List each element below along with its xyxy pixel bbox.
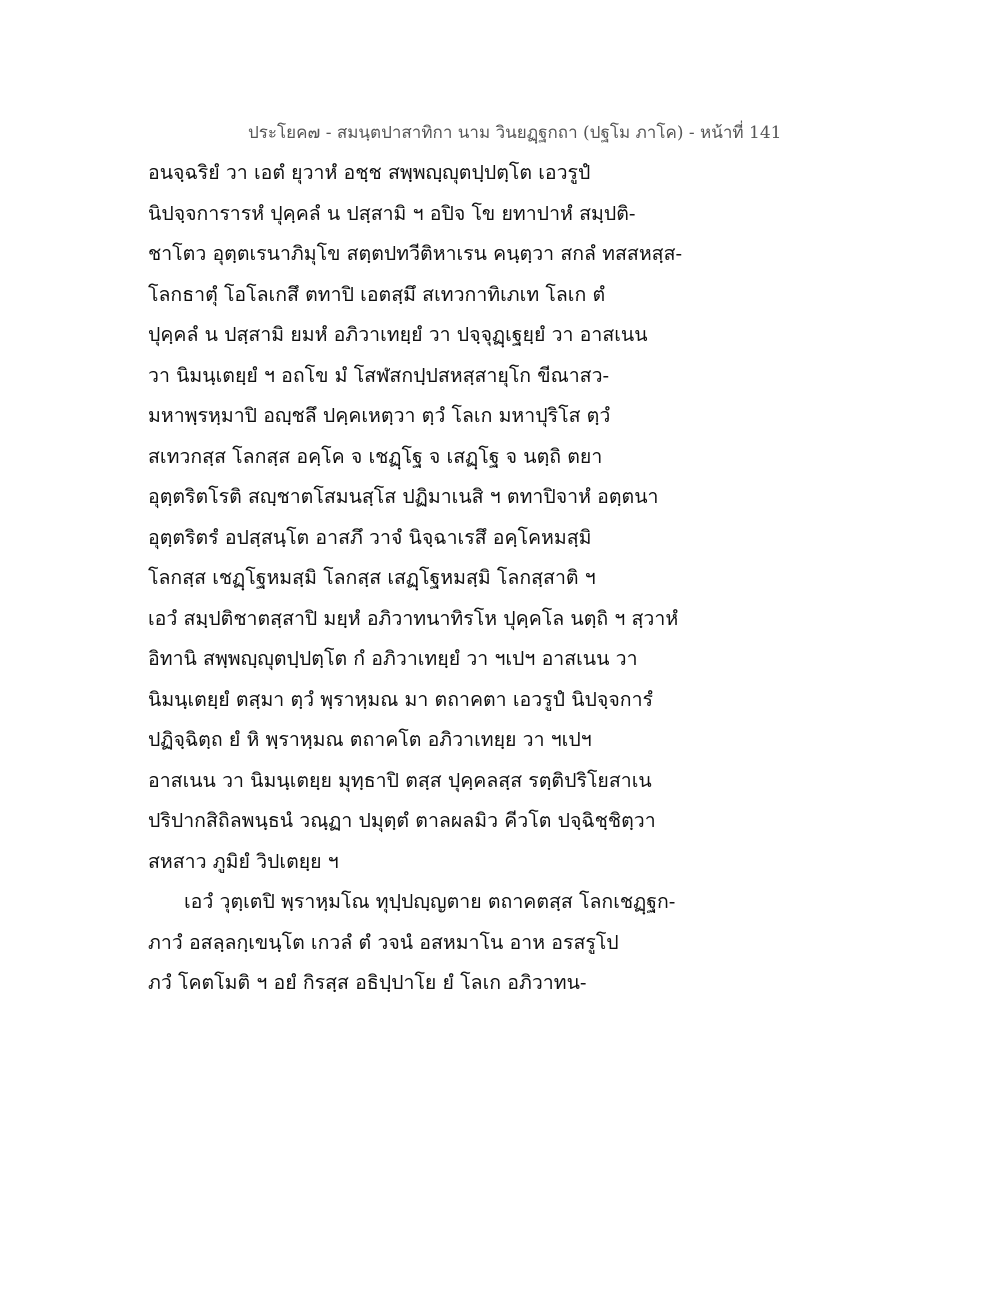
text-line: ปุคฺคลํ น ปสฺสามิ ยมหํ อภิวาเทยฺยํ วา ปจฺจุฏฺเฐยฺยํ วา อาสเนน [148,323,648,346]
text-line: ภวํ โคตโมติ ฯ อยํ กิรสฺส อธิปฺปาโย ยํ โลเก อภิวาทน- [148,971,587,994]
running-header: ประโยค๗ - สมนฺตปาสาทิกา นาม วินยฏฺฐกถา (ปฐโม ภาโค) - หน้าที่ 141 [248,123,782,143]
text-line: ภาวํ อสลฺลกฺเขนฺโต เกวลํ ตํ วจนํ อสหมาโน อาห อรสรูโป [148,930,619,954]
text-line: สเทวกสฺส โลกสฺส อคฺโค จ เชฏฺโฐ จ เสฏฺโฐ จ นตฺถิ ตยา [148,444,603,468]
text-line: อิทานิ สพฺพญฺญุตปฺปตฺโต กํ อภิวาเทยฺยํ วา ฯเปฯ อาสเนน วา [148,647,638,670]
text-line: เอวํ สมฺปติชาตสฺสาปิ มยฺหํ อภิวาทนาทิรโห ปุคฺคโล นตฺถิ ฯ สฺวาหํ [148,606,679,630]
text-line: ชาโตว อุตฺตเรนาภิมุโข สตฺตปทวีติหาเรน คนฺตฺวา สกลํ ทสสหสฺส- [148,242,683,265]
text-line: อุตฺตริตโรติ สญฺชาตโสมนสฺโส ปฏิมาเนสิ ฯ ตทาปิจาหํ อตฺตนา [148,485,659,508]
text-line: นิมนฺเตยฺยํ ตสฺมา ตฺวํ พฺราหฺมณ มา ตถาคตา เอวรูปํ นิปจฺจการํ [148,687,653,711]
body-text [148,157,848,1008]
text-line: ปริปากสิถิลพนฺธนํ วณฺฏา ปมุตฺตํ ตาลผลมิว คีวโต ปจฺฉิชฺชิตฺวา [148,809,656,832]
text-line: อุตฺตริตรํ อปสฺสนฺโต อาสภึ วาจํ นิจฺฉาเรสึ อคฺโคหมสฺมิ [148,525,592,549]
text-line: ปฏิจฺฉิตฺถ ยํ หิ พฺราหฺมณ ตถาคโต อภิวาเทยฺย วา ฯเปฯ [148,728,592,751]
text-line: มหาพฺรหฺมาปิ อญฺชลึ ปคฺคเหตฺวา ตฺวํ โลเก มหาปุริโส ตฺวํ [148,404,611,427]
text-line: สหสาว ภูมิยํ วิปเตยฺย ฯ [148,849,339,873]
text-line: อาสเนน วา นิมนฺเตยฺย มุทฺธาปิ ตสฺส ปุคฺคลสฺส รตฺติปริโยสาเน [148,768,652,792]
paragraph-first-line: เอวํ วุตฺเตปิ พฺราหฺมโณ ทุปฺปญฺญตาย ตถาคตสฺส โลกเชฏฺฐก- [184,890,676,913]
text-line: วา นิมนฺเตยฺยํ ฯ อถโข มํ โสฬสกปฺปสหสฺสายุโก ขีณาสว- [148,363,610,387]
text-line: อนจฺฉริยํ วา เอตํ ยุวาหํ อชฺช สพฺพญฺญุตปฺปตฺโต เอวรูปํ [148,161,591,184]
text-line: โลกธาตุํ โอโลเกสึ ตทาปิ เอตสฺมึ สเทวกาทิเภเท โลเก ตํ [148,282,606,306]
text-line: โลกสฺส เชฏฺโฐหมสฺมิ โลกสฺส เสฏฺโฐหมสฺมิ โลกสฺสาติ ฯ [148,566,596,589]
text-line: นิปจฺจการารหํ ปุคฺคลํ น ปสฺสามิ ฯ อปิจ โข ยทาปาหํ สมฺปติ- [148,201,636,225]
